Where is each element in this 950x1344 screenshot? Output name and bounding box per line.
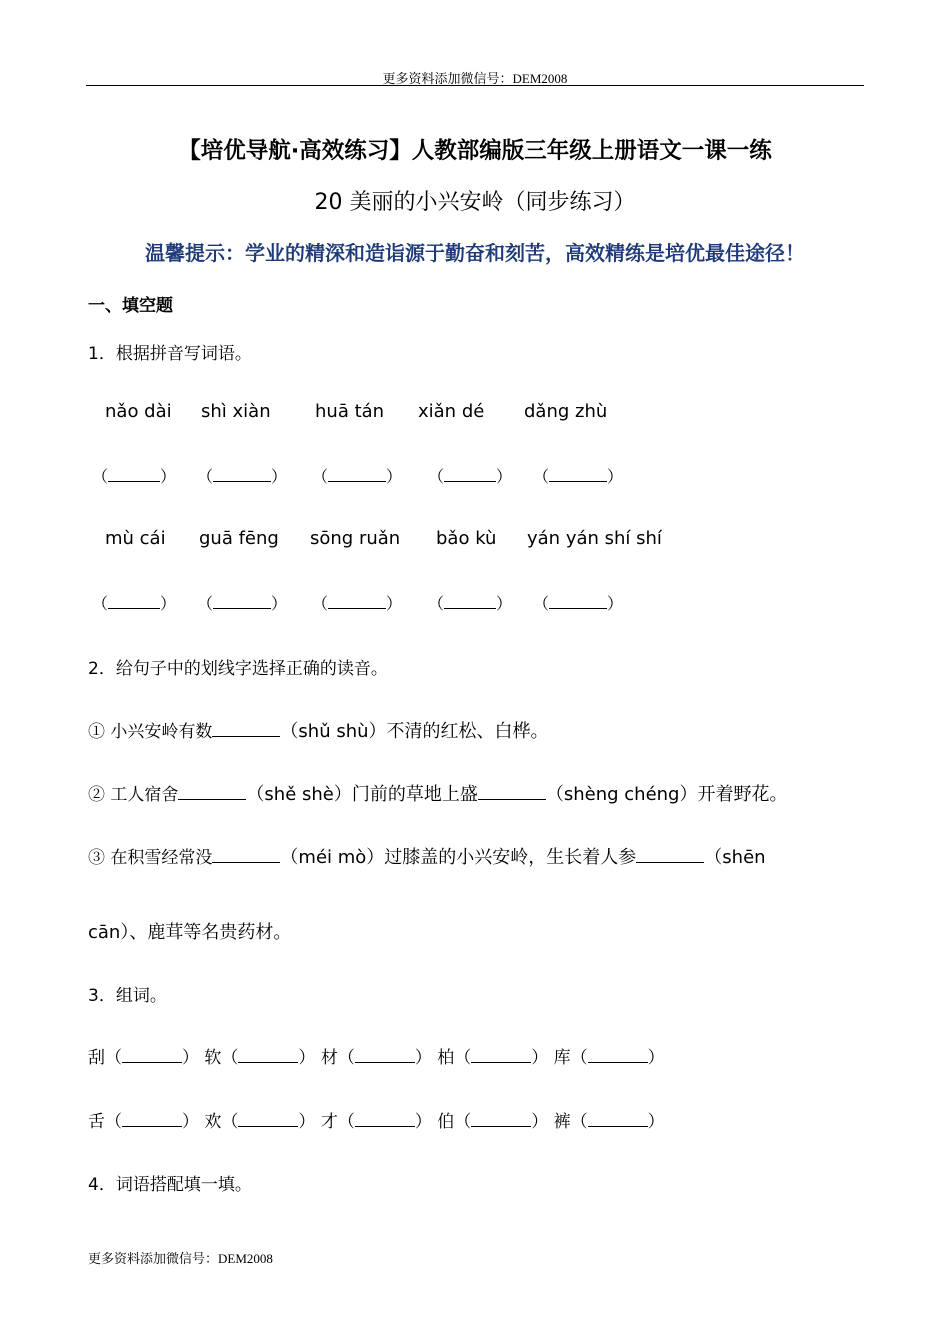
answer-line[interactable]: [212, 718, 280, 737]
sentence-text: （shēn: [704, 847, 766, 868]
answer-line[interactable]: [636, 844, 704, 863]
answer-blank[interactable]: [588, 1108, 648, 1127]
answer-blank[interactable]: [549, 590, 607, 609]
sentence-text: ② 工人宿舍: [88, 785, 179, 805]
answer-blank[interactable]: [213, 590, 271, 609]
question-prompt: 组词。: [115, 986, 167, 1006]
sentence-3: [88, 843, 766, 869]
answer-blank[interactable]: [238, 1044, 298, 1063]
word-char: 柏: [437, 1048, 455, 1068]
word-group-row-1: 刮（ ） 软（ ） 材（ ） 柏（ ） 库（ ）: [88, 1043, 665, 1068]
sentence-text: ① 小兴安岭有数: [88, 722, 213, 742]
word-char: 库: [553, 1048, 571, 1068]
pinyin-item: nǎo dài: [105, 401, 172, 422]
pinyin-item: guā fēng: [199, 528, 279, 549]
answer-blank[interactable]: [355, 1044, 415, 1063]
pinyin-item: bǎo kù: [436, 528, 497, 549]
pinyin-item: xiǎn dé: [418, 401, 485, 422]
answer-line[interactable]: [478, 781, 546, 800]
answer-blank-row: （ ）: [92, 463, 176, 487]
sentence-text: （shèng chéng）开着野花。: [545, 784, 788, 805]
answer-blank-row: （ ）: [312, 590, 402, 614]
question-number: 4．: [88, 1175, 116, 1195]
sentence-2: [88, 780, 788, 806]
header-rule: [86, 85, 864, 86]
question-prompt: 根据拼音写词语。: [115, 344, 252, 364]
question-1: [88, 339, 252, 364]
sentence-text: ③ 在积雪经常没: [88, 848, 213, 868]
lesson-title: 20 美丽的小兴安岭（同步练习）: [314, 190, 636, 215]
word-char: 舌: [88, 1112, 105, 1132]
question-number: 2．: [88, 659, 116, 679]
pinyin-item: mù cái: [105, 528, 166, 549]
answer-blank-row: （ ）: [428, 590, 512, 614]
word-char: 裤: [553, 1112, 571, 1132]
answer-blank[interactable]: [238, 1108, 298, 1127]
pinyin-item: huā tán: [315, 401, 385, 422]
answer-line[interactable]: [212, 844, 280, 863]
word-char: 软: [204, 1048, 222, 1068]
word-char: 刮: [88, 1048, 105, 1068]
answer-blank[interactable]: [108, 590, 160, 609]
page-footer-text: 更多资料添加微信号：DEM2008: [88, 1251, 273, 1266]
answer-blank[interactable]: [122, 1044, 182, 1063]
word-char: 才: [320, 1112, 338, 1132]
pinyin-item: dǎng zhù: [524, 401, 608, 422]
answer-blank[interactable]: [328, 463, 386, 482]
answer-blank[interactable]: [588, 1044, 648, 1063]
answer-blank-row: （ ）: [533, 590, 623, 614]
answer-blank-row: （ ）: [533, 463, 623, 487]
question-3: [88, 981, 167, 1006]
sentence-text: （shǔ shù）不清的红松、白桦。: [280, 721, 549, 742]
question-4: [88, 1170, 252, 1195]
document-title: 【培优导航·高效练习】人教部编版三年级上册语文一课一练: [178, 138, 772, 164]
question-2: [88, 654, 388, 679]
answer-blank[interactable]: [122, 1108, 182, 1127]
question-number: 1．: [88, 344, 116, 364]
page-header-text: 更多资料添加微信号：DEM2008: [382, 71, 568, 86]
answer-blank[interactable]: [471, 1044, 531, 1063]
answer-line[interactable]: [178, 781, 246, 800]
word-char: 欢: [204, 1112, 222, 1132]
sentence-3-continued: cān）、鹿茸等名贵药材。: [88, 922, 292, 943]
word-group-row-2: 舌（ ） 欢（ ） 才（ ） 伯（ ） 裤（ ）: [88, 1107, 665, 1132]
question-number: 3．: [88, 986, 116, 1006]
answer-blank[interactable]: [355, 1108, 415, 1127]
word-char: 伯: [437, 1112, 455, 1132]
answer-blank[interactable]: [444, 590, 496, 609]
sentence-1: [88, 717, 549, 743]
section-heading: 一、填空题: [88, 296, 173, 316]
answer-blank[interactable]: [471, 1108, 531, 1127]
answer-blank[interactable]: [213, 463, 271, 482]
answer-blank-row: （ ）: [312, 463, 402, 487]
answer-blank-row: （ ）: [197, 590, 287, 614]
answer-blank[interactable]: [444, 463, 496, 482]
pinyin-item: shì xiàn: [201, 401, 271, 422]
pinyin-item: sōng ruǎn: [310, 528, 401, 549]
question-prompt: 给句子中的划线字选择正确的读音。: [115, 659, 388, 679]
word-char: 材: [320, 1048, 338, 1068]
answer-blank-row: （ ）: [92, 590, 176, 614]
answer-blank-row: （ ）: [197, 463, 287, 487]
answer-blank[interactable]: [108, 463, 160, 482]
answer-blank[interactable]: [549, 463, 607, 482]
sentence-text: （shě shè）门前的草地上盛: [246, 784, 478, 805]
answer-blank[interactable]: [328, 590, 386, 609]
sentence-text: （méi mò）过膝盖的小兴安岭，生长着人参: [280, 847, 637, 868]
pinyin-item: yán yán shí shí: [527, 528, 662, 549]
tip-banner: 温馨提示：学业的精深和造诣源于勤奋和刻苦，高效精练是培优最佳途径！: [145, 241, 805, 265]
question-prompt: 词语搭配填一填。: [115, 1175, 252, 1195]
answer-blank-row: （ ）: [428, 463, 512, 487]
